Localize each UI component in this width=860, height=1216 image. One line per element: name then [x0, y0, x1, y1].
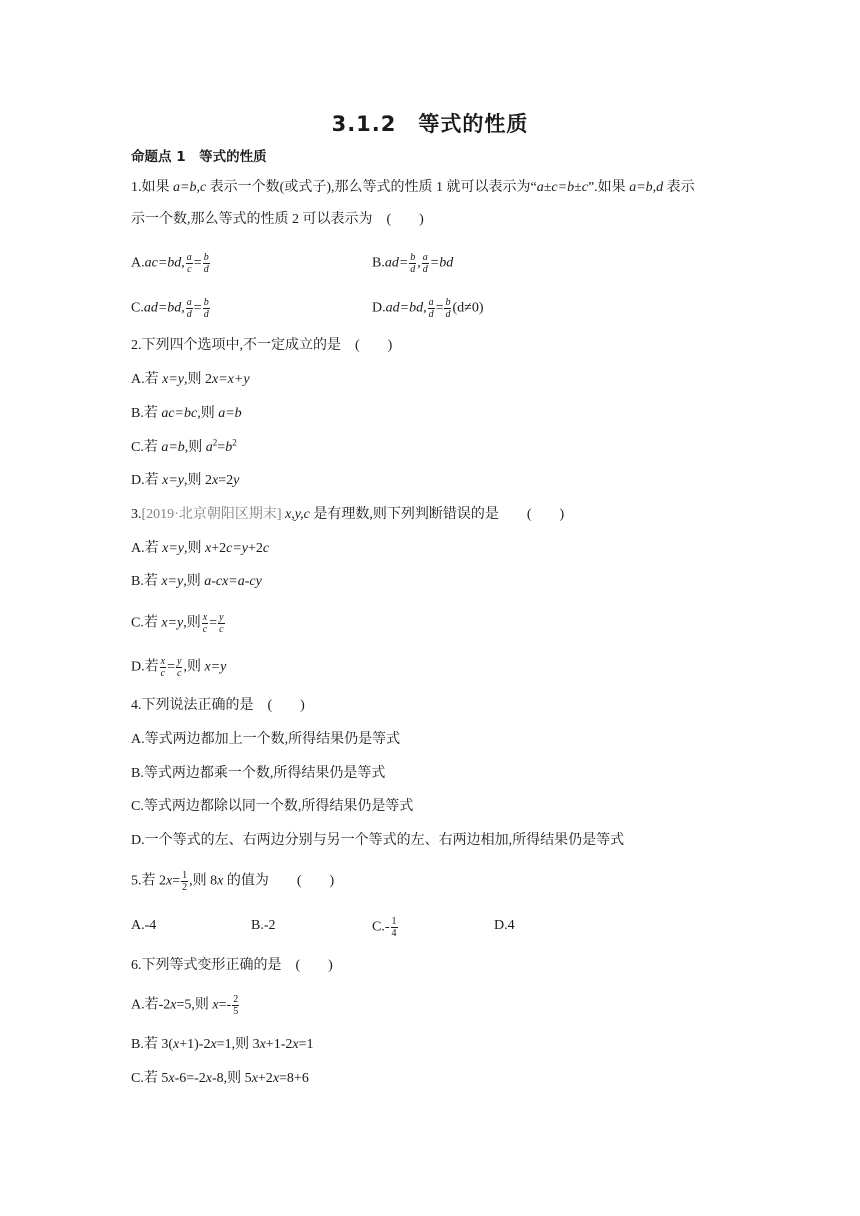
fraction-a-d: $\frac{a}{d}$ [428, 297, 434, 320]
q3-option-c: C.若 x=y,则 $\frac{x}{c}$ = $\frac{y}{c}$ [131, 612, 224, 635]
fraction-b-d: $\frac{b}{d}$ [445, 297, 451, 320]
q2-stem: 2.下列四个选项中,不一定成立的是 ( ) [131, 338, 393, 353]
q6-option-c: C.若 5x-6=-2x-8,则 5x+2x=8+6 [131, 1071, 309, 1086]
q3-option-d: D.若 $\frac{x}{c}$ = $\frac{y}{c}$ ,则 x=y [131, 656, 227, 679]
section-heading: 命题点 1 等式的性质 [131, 149, 267, 165]
fraction-b-d: $\frac{b}{d}$ [203, 252, 209, 275]
q5-option-b: B.-2 [251, 918, 276, 933]
fraction-y-c: $\frac{y}{c}$ [219, 612, 224, 635]
q6-option-b: B.若 3(x+1)-2x=1,则 3x+1-2x=1 [131, 1037, 314, 1052]
fraction-x-c: $\frac{x}{c}$ [160, 656, 166, 679]
q3-stem: 3.[2019·北京朝阳区期末] x,y,c 是有理数,则下列判断错误的是 ( ) [131, 507, 565, 522]
q2-option-c: C.若 a=b,则 $a^2=b^2$ [131, 437, 237, 455]
fraction-one-quarter: $\frac{1}{4}$ [391, 916, 397, 939]
q6-option-a: A.若-2x=5,则 x=- $\frac{2}{5}$ [131, 994, 239, 1017]
q4-option-b: B.等式两边都乘一个数,所得结果仍是等式 [131, 766, 386, 781]
q4-stem: 4.下列说法正确的是 ( ) [131, 698, 305, 713]
q1-option-d: D.ad=bd, $\frac{a}{d}$ = $\frac{b}{d}$ (d≠0) [372, 297, 484, 320]
source-tag: [2019·北京朝阳区期末] [141, 507, 282, 522]
q2-option-b: B.若 ac=bc,则 a=b [131, 406, 242, 421]
q6-stem: 6.下列等式变形正确的是 ( ) [131, 958, 333, 973]
fraction-a-c: $\frac{a}{c}$ [186, 252, 192, 275]
page-title: 3.1.2 等式的性质 [331, 112, 529, 136]
q5-option-c: C.- $\frac{1}{4}$ [372, 916, 397, 939]
q4-option-c: C.等式两边都除以同一个数,所得结果仍是等式 [131, 799, 414, 814]
fraction-one-half: $\frac{1}{2}$ [182, 870, 188, 893]
q5-stem: 5.若 2x= $\frac{1}{2}$ ,则 8x 的值为 ( ) [131, 870, 335, 893]
q2-option-d: D.若 x=y,则 2x=2y [131, 473, 240, 488]
fraction-y-c: $\frac{y}{c}$ [176, 656, 182, 679]
q1-option-b: B.ad= $\frac{b}{d}$ , $\frac{a}{d}$ =bd [372, 252, 454, 275]
q4-option-a: A.等式两边都加上一个数,所得结果仍是等式 [131, 732, 401, 747]
fraction-two-fifths: $\frac{2}{5}$ [233, 994, 239, 1017]
fraction-a-d: $\frac{a}{d}$ [422, 252, 428, 275]
q4-option-d: D.一个等式的左、右两边分别与另一个等式的左、右两边相加,所得结果仍是等式 [131, 833, 625, 848]
q3-option-a: A.若 x=y,则 x+2c=y+2c [131, 541, 270, 556]
fraction-a-d: $\frac{a}{d}$ [186, 297, 192, 320]
q3-option-b: B.若 x=y,则 a-cx=a-cy [131, 574, 262, 589]
q1-line1: 1.如果 a=b,c 表示一个数(或式子),那么等式的性质 1 就可以表示为“a±c=b±c”.如果 a=b,d 表示 [131, 180, 695, 195]
q5-option-a: A.-4 [131, 918, 157, 933]
q5-option-d: D.4 [494, 918, 515, 933]
fraction-x-c: $\frac{x}{c}$ [202, 612, 208, 635]
fraction-b-d: $\frac{b}{d}$ [410, 252, 416, 275]
q1-option-c: C.ad=bd, $\frac{a}{d}$ = $\frac{b}{d}$ [131, 297, 209, 320]
fraction-b-d: $\frac{b}{d}$ [203, 297, 209, 320]
q1-line2: 示一个数,那么等式的性质 2 可以表示为 ( ) [131, 212, 424, 227]
q2-option-a: A.若 x=y,则 2x=x+y [131, 372, 250, 387]
q1-option-a: A.ac=bd, $\frac{a}{c}$ = $\frac{b}{d}$ [131, 252, 209, 275]
